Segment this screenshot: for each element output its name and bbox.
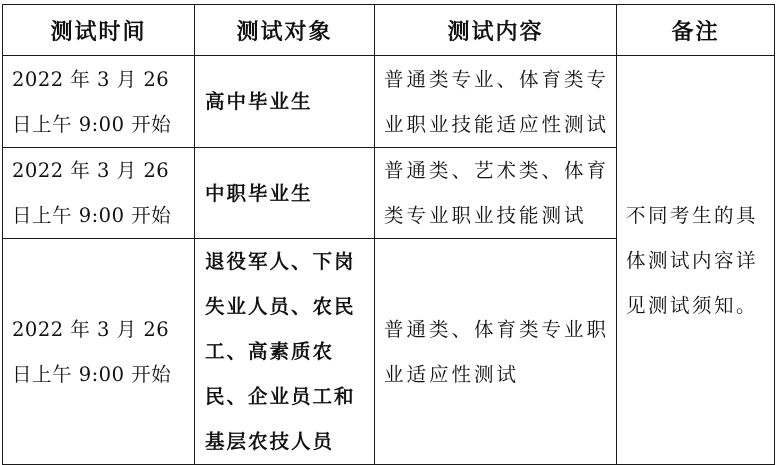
test-time-cell: 2022 年 3 月 26 日上午 9:00 开始	[3, 148, 195, 239]
test-target-cell: 退役军人、下岗失业人员、农民工、高素质农民、企业员工和基层农技人员	[195, 239, 375, 465]
remarks-cell: 不同考生的具体测试内容详见测试须知。	[617, 56, 775, 465]
header-test-target: 测试对象	[195, 5, 375, 56]
table-header-row	[3, 5, 775, 56]
test-content-cell: 普通类、体育类专业职业适应性测试	[375, 239, 617, 465]
test-time-cell: 2022 年 3 月 26 日上午 9:00 开始	[3, 239, 195, 465]
test-target-cell: 中职毕业生	[195, 148, 375, 239]
test-content-cell: 普通类、艺术类、体育类专业职业技能测试	[375, 148, 617, 239]
header-test-time: 测试时间	[3, 5, 195, 56]
exam-schedule-table	[2, 4, 775, 465]
header-test-content: 测试内容	[375, 5, 617, 56]
test-time-cell: 2022 年 3 月 26 日上午 9:00 开始	[3, 56, 195, 148]
test-content-cell: 普通类专业、体育类专业职业技能适应性测试	[375, 56, 617, 148]
header-remarks: 备注	[617, 5, 775, 56]
test-target-cell: 高中毕业生	[195, 56, 375, 148]
table-row	[3, 56, 775, 148]
